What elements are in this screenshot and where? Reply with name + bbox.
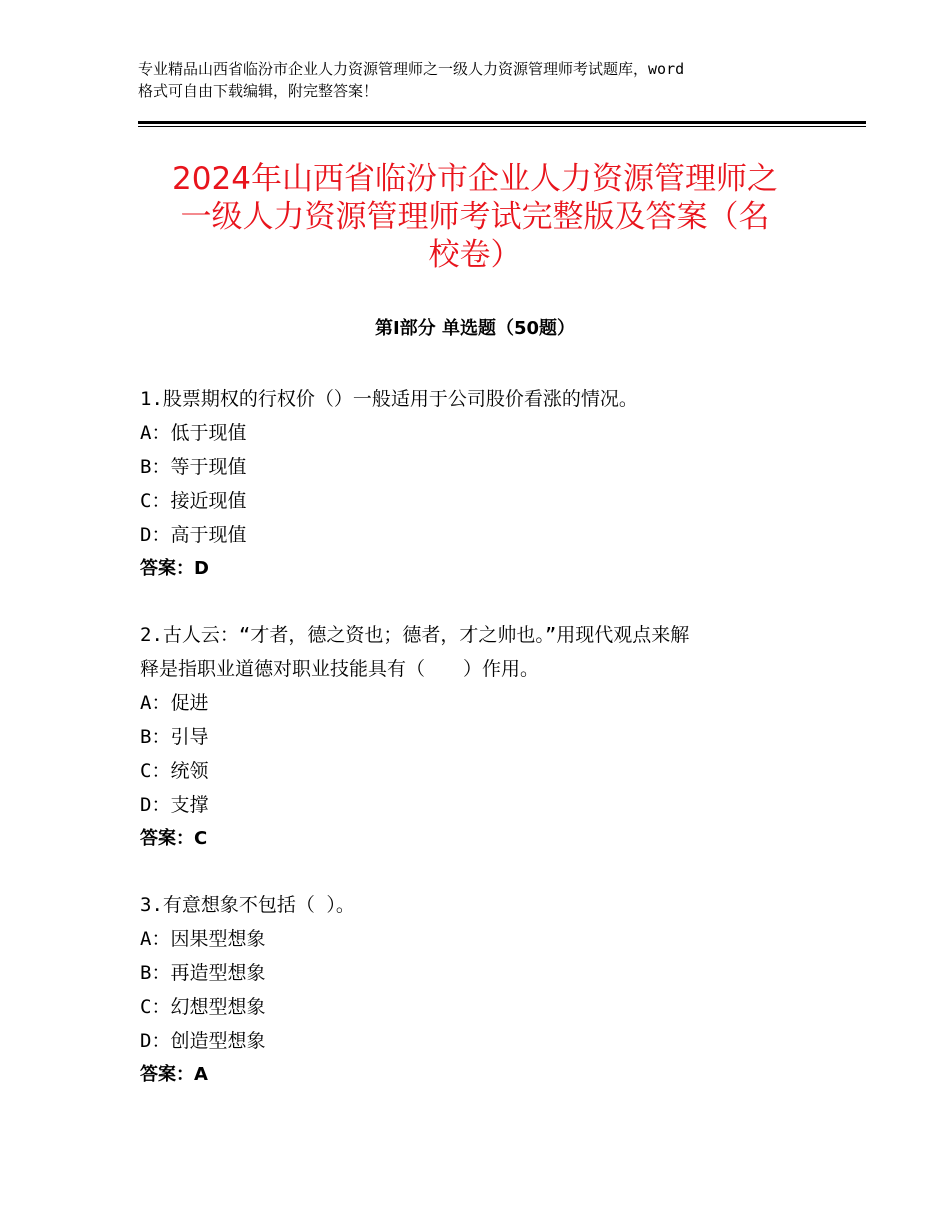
header-note-line-2: 格式可自由下载编辑，附完整答案！ (138, 82, 379, 100)
question-stem: 1.股票期权的行权价（）一般适用于公司股价看涨的情况。 (140, 388, 638, 410)
option-d: D：支撑 (140, 794, 209, 816)
document-title-line-2: 一级人力资源管理师考试完整版及答案（名 (180, 199, 770, 235)
option-a: A：低于现值 (140, 422, 247, 444)
option-c: C：幻想型想象 (140, 996, 266, 1018)
answer: 答案：A (140, 1064, 208, 1085)
document-title-line-1: 2024年山西省临汾市企业人力资源管理师之 (172, 161, 778, 197)
option-a: A：因果型想象 (140, 928, 266, 950)
question-stem: 3.有意想象不包括（ ）。 (140, 894, 355, 916)
option-b: B：引导 (140, 726, 209, 748)
header-divider-thin (138, 126, 866, 127)
option-b: B：再造型想象 (140, 962, 266, 984)
question-list (140, 382, 820, 1124)
header-note-line-1: 专业精品山西省临汾市企业人力资源管理师之一级人力资源管理师考试题库，word (138, 60, 685, 78)
question-2 (140, 618, 820, 856)
document-title (140, 160, 810, 274)
option-c: C：统领 (140, 760, 209, 782)
question-1 (140, 382, 820, 586)
option-b: B：等于现值 (140, 456, 247, 478)
question-stem: 2.古人云：“才者，德之资也；德者，才之帅也。”用现代观点来解 (140, 624, 690, 646)
question-stem-continued: 释是指职业道德对职业技能具有（ ）作用。 (140, 658, 540, 680)
header-divider-thick (138, 121, 866, 124)
header-note (138, 58, 828, 102)
option-d: D：高于现值 (140, 524, 247, 546)
answer: 答案：C (140, 828, 208, 849)
document-title-line-3: 校卷） (428, 237, 522, 273)
option-c: C：接近现值 (140, 490, 247, 512)
answer: 答案：D (140, 558, 209, 579)
option-a: A：促进 (140, 692, 209, 714)
question-3 (140, 888, 820, 1092)
option-d: D：创造型想象 (140, 1030, 266, 1052)
section-heading: 第Ⅰ部分 单选题（50题） (374, 318, 575, 339)
